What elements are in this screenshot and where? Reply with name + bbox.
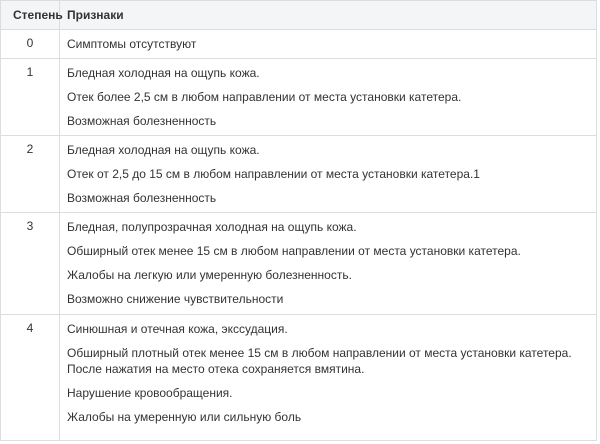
signs-cell xyxy=(60,213,596,314)
sign-line: Возможная болезненность xyxy=(67,191,217,205)
sign-line: Отек более 2,5 см в любом направлении от места установки катетера. xyxy=(67,90,462,104)
sign-line: Симптомы отсутствуют xyxy=(67,37,197,51)
table-row xyxy=(1,213,596,315)
signs-cell xyxy=(60,315,596,440)
sign-line: Жалобы на умеренную или сильную боль xyxy=(67,410,302,424)
sign-line: Жалобы на легкую или умеренную болезненность. xyxy=(67,268,352,282)
degree-cell: 4 xyxy=(1,315,60,440)
sign-line: Возможно снижение чувствительности xyxy=(67,292,284,306)
degree-cell: 1 xyxy=(1,59,60,135)
sign-line: Отек от 2,5 до 15 см в любом направлении от места установки катетера.1 xyxy=(67,167,480,181)
table-row xyxy=(1,136,596,213)
table-row xyxy=(1,59,596,136)
signs-cell xyxy=(60,30,596,58)
header-signs: Признаки xyxy=(67,8,124,22)
table-row xyxy=(1,30,596,59)
signs-cell xyxy=(60,136,596,212)
degree-cell: 2 xyxy=(1,136,60,212)
sign-line: Обширный отек менее 15 см в любом направлении от места установки катетера. xyxy=(67,244,521,258)
table-row xyxy=(1,315,596,440)
degree-cell: 3 xyxy=(1,213,60,314)
sign-line: Бледная, полупрозрачная холодная на ощупь кожа. xyxy=(67,220,357,234)
table-header xyxy=(1,1,596,30)
signs-cell xyxy=(60,59,596,135)
degree-cell: 0 xyxy=(1,30,60,58)
sign-line: Возможная болезненность xyxy=(67,114,217,128)
sign-line: Нарушение кровообращения. xyxy=(67,386,233,400)
sign-line: Бледная холодная на ощупь кожа. xyxy=(67,143,260,157)
header-degree: Степень xyxy=(1,1,60,29)
sign-line: Синюшная и отечная кожа, экссудация. xyxy=(67,322,288,336)
sign-line: Бледная холодная на ощупь кожа. xyxy=(67,66,260,80)
sign-line: Обширный плотный отек менее 15 см в любом направлении от места установки катетера. После нажатия на место отека сохраняется вмятина. xyxy=(67,346,572,376)
